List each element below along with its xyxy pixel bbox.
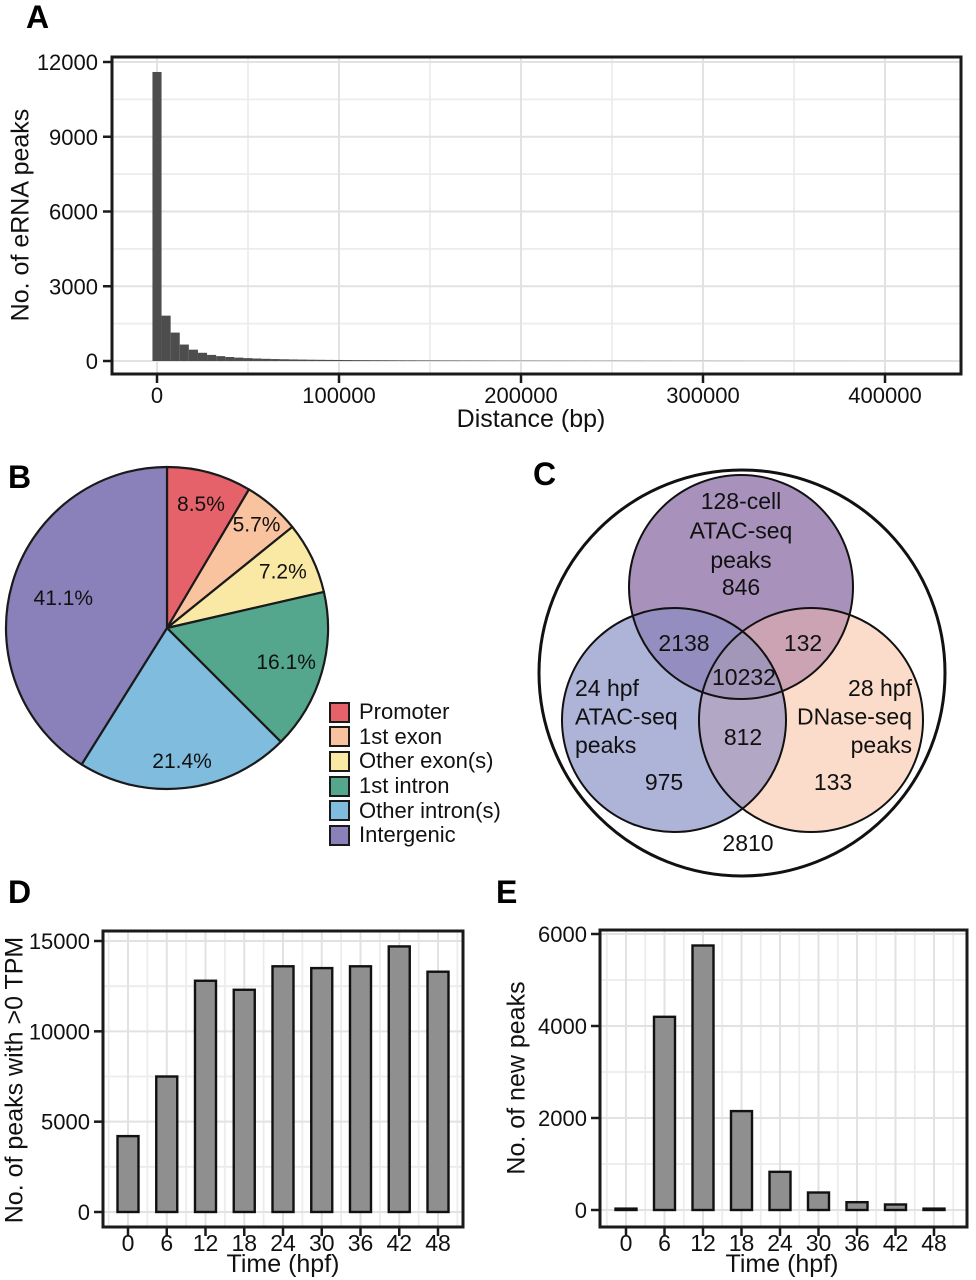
venn-set-left-label: 24 hpf [575,675,639,701]
x-tick-label: 12 [192,1230,219,1256]
histogram-bar [298,360,307,361]
panel-b-pie [6,467,328,789]
venn-count-center: 10232 [712,664,776,690]
panel-c-letter: C [533,456,557,492]
x-tick-label: 30 [805,1230,832,1256]
bar [118,1136,139,1212]
legend-label-intergenic: Intergenic [359,822,456,848]
bar [311,968,332,1212]
x-tick-label: 300000 [666,383,740,408]
venn-set-top-label: 128-cell [700,488,782,514]
y-tick-label: 4000 [538,1014,587,1039]
venn-count-top-unique: 846 [721,574,761,600]
bar [389,946,410,1212]
x-tick-label: 12 [690,1230,716,1256]
venn-count-top-left: 2138 [658,630,710,656]
venn-count-right-unique: 133 [813,769,853,795]
x-tick-label: 24 [270,1230,296,1256]
legend-label-1st-exon: 1st exon [359,723,443,749]
legend-item-1st-exon [329,725,501,750]
panel-d-chart [29,929,463,1256]
x-tick-label: 200000 [484,383,558,408]
bar [428,972,449,1212]
y-tick-label: 3000 [49,274,98,300]
bar [924,1209,945,1210]
panel-e-x-axis-title: Time (hpf) [725,1250,839,1278]
legend-swatch-other-introns [329,800,350,821]
y-tick-label: 2000 [538,1106,587,1131]
bar [156,1077,177,1213]
y-tick-label: 5000 [41,1109,90,1135]
pie-slice-label: 5.7% [232,513,281,537]
x-tick-label: 48 [425,1230,451,1256]
panel-e-letter: E [496,874,518,910]
panel-d-x-axis-title: Time (hpf) [226,1250,340,1278]
y-tick-label: 6000 [49,199,98,225]
venn-set-left-label: peaks [575,732,637,758]
x-tick-label: 6 [160,1230,174,1256]
pie-slice-label: 41.1% [33,587,94,611]
bar [693,946,714,1211]
venn-set-left-label: ATAC-seq [575,703,678,730]
histogram-bar [180,345,189,361]
pie-slice-label: 7.2% [258,560,307,584]
venn-set-top-label: peaks [710,547,772,573]
panel-c-venn [539,470,945,876]
y-tick-label: 15000 [28,929,90,954]
legend-item-other-introns [329,798,501,823]
histogram-bar [416,360,425,361]
panel-e-chart [538,922,967,1256]
legend-label-1st-intron: 1st intron [359,773,450,799]
histogram-bar [380,360,389,361]
legend-label-other-exons: Other exon(s) [359,748,494,774]
y-tick-label: 12000 [36,50,98,75]
y-tick-label: 0 [85,349,98,374]
histogram-bar [371,360,380,361]
x-tick-label: 18 [728,1230,755,1256]
histogram-bar [325,360,334,361]
x-tick-label: 42 [882,1230,909,1256]
histogram-bar [198,353,207,361]
y-tick-label: 0 [574,1198,587,1223]
histogram-bar [289,359,298,361]
legend-label-other-introns: Other intron(s) [359,797,501,823]
venn-count-top-right: 132 [783,630,823,656]
x-tick-label: 36 [844,1230,870,1256]
histogram-bar [234,358,243,361]
x-tick-label: 42 [386,1230,413,1256]
histogram-bar [189,350,198,361]
venn-set-right-label: DNase-seq [796,703,912,730]
histogram-bar [225,357,234,361]
histogram-bar [271,359,280,361]
histogram-bar [162,316,171,361]
histogram-bar [280,359,289,361]
venn-set-top-label: ATAC-seq [689,517,793,544]
x-tick-label: 100000 [302,383,376,408]
y-tick-label: 10000 [28,1019,90,1045]
histogram-bar [216,356,225,361]
histogram-bar [425,360,434,361]
legend-label-promoter: Promoter [359,699,450,725]
legend-swatch-promoter [329,702,350,723]
bar [234,990,255,1212]
venn-set-right-label: peaks [850,732,912,758]
pie-legend [329,700,501,848]
x-tick-label: 6 [658,1230,671,1256]
venn-count-outside: 2810 [722,830,774,856]
histogram-bar [353,360,362,361]
x-tick-label: 400000 [848,383,922,408]
histogram-bar [262,359,271,361]
histogram-bar [316,360,325,361]
panel-a-x-axis-title: Distance (bp) [456,405,606,433]
panel-b-letter: B [8,459,32,495]
histogram-bar [362,360,371,361]
x-tick-label: 48 [921,1230,947,1256]
histogram-bar [207,355,216,361]
histogram-bar [407,360,416,361]
plot-border [112,57,961,374]
histogram-bar [344,360,353,361]
legend-item-promoter [329,700,501,725]
x-tick-label: 18 [231,1230,258,1256]
y-tick-label: 0 [77,1200,90,1225]
y-tick-label: 9000 [49,124,98,150]
venn-set-right-label: 28 hpf [848,675,912,701]
bar [847,1202,868,1210]
bar [808,1193,829,1210]
histogram-bar [152,72,161,361]
legend-swatch-intergenic [329,825,350,846]
pie-slice-label: 8.5% [177,492,225,516]
bar [616,1209,637,1210]
panel-a-chart [37,50,961,408]
x-tick-label: 30 [308,1230,335,1256]
histogram-bar [253,359,262,361]
panel-d-y-axis-title: No. of peaks with >0 TPM [0,936,29,1224]
legend-item-other-exons [329,749,501,774]
venn-count-left-unique: 975 [644,769,684,795]
bar [885,1204,906,1210]
x-tick-label: 0 [150,383,164,408]
panel-d-letter: D [8,874,32,910]
histogram-bar [398,360,407,361]
pie-slice-label: 16.1% [256,651,316,675]
x-tick-label: 0 [619,1230,633,1256]
bar [195,981,216,1212]
venn-count-left-right: 812 [723,724,763,750]
x-tick-label: 36 [347,1230,374,1256]
bar [273,966,294,1212]
bar [731,1111,752,1210]
legend-item-intergenic [329,823,501,848]
panel-a-letter: A [26,0,50,35]
legend-item-1st-intron [329,774,501,799]
legend-swatch-other-exons [329,751,350,772]
histogram-bar [307,360,316,361]
x-tick-label: 24 [767,1230,793,1256]
histogram-bar [243,358,252,361]
bar [770,1172,791,1210]
histogram-bar [334,360,343,361]
bar [654,1017,675,1210]
panel-e-y-axis-title: No. of new peaks [502,981,531,1175]
bar [350,966,371,1212]
histogram-bar [389,360,398,361]
y-tick-label: 6000 [538,922,587,947]
x-tick-label: 0 [121,1230,135,1256]
panel-a-y-axis-title: No. of eRNA peaks [6,108,35,322]
histogram-bar [171,333,180,361]
pie-slice-label: 21.4% [152,749,212,773]
legend-swatch-1st-exon [329,726,350,747]
legend-swatch-1st-intron [329,776,350,797]
